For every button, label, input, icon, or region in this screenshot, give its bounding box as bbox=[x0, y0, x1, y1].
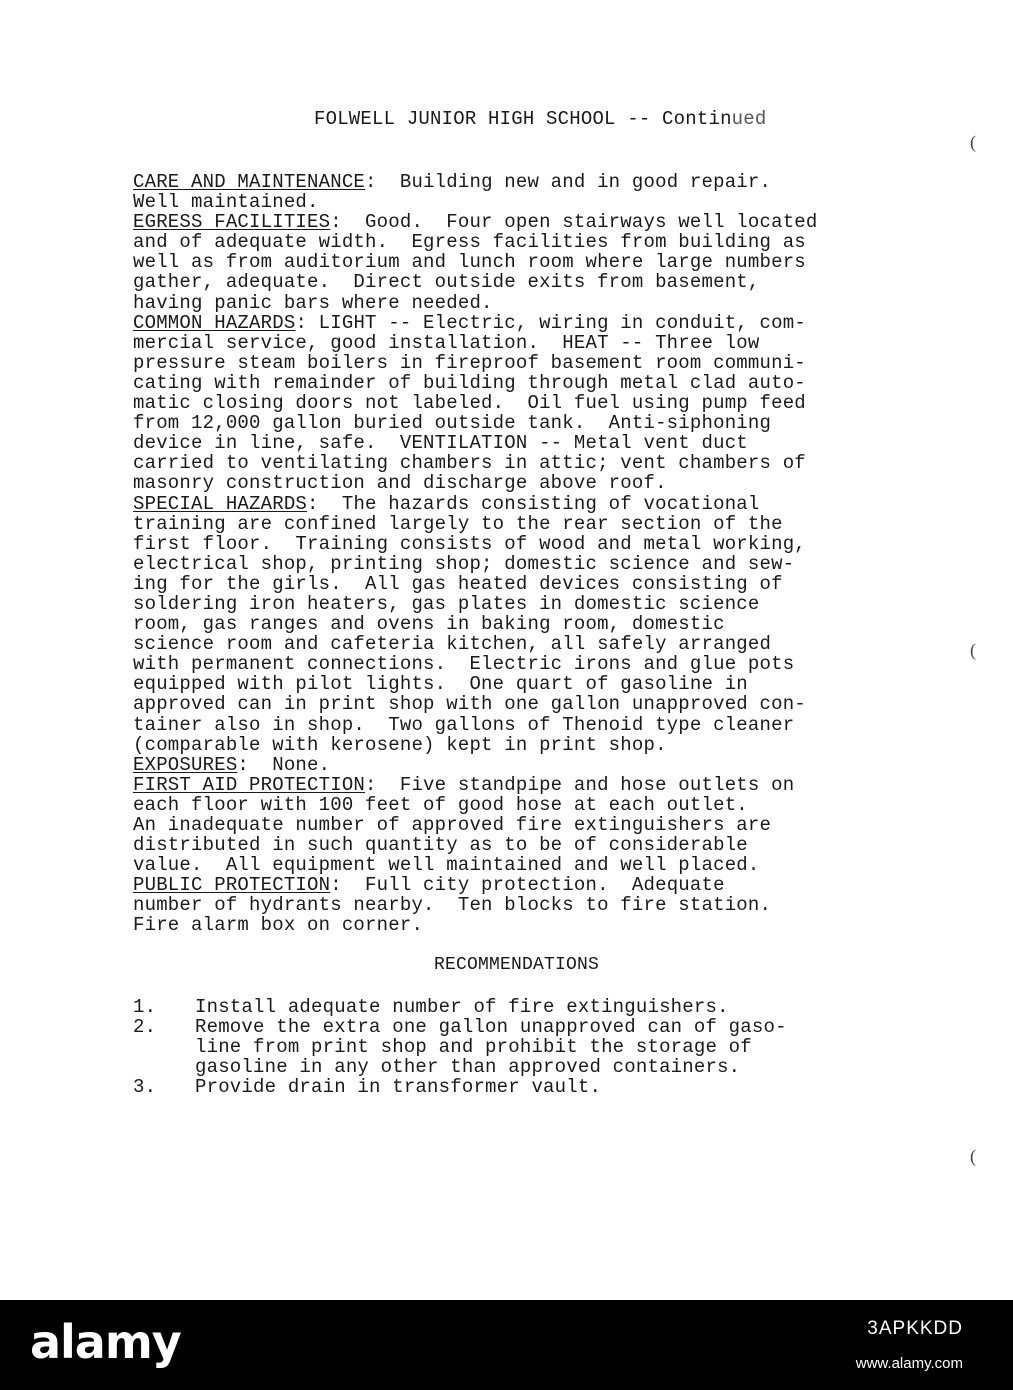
text-line: : Full city protection. Adequate bbox=[330, 874, 725, 897]
text-line: training are confined largely to the rear section of the bbox=[133, 512, 783, 535]
text-line: gather, adequate. Direct outside exits from basement, bbox=[133, 271, 760, 294]
text-line: : LIGHT -- Electric, wiring in conduit, com- bbox=[295, 311, 806, 334]
header-title: FOLWELL JUNIOR HIGH SCHOOL -- Contin bbox=[314, 108, 732, 130]
text-line: Install adequate number of fire extinguishers. bbox=[195, 996, 729, 1018]
list-item bbox=[133, 1077, 853, 1097]
text-line: science room and cafeteria kitchen, all safely arranged bbox=[133, 633, 772, 656]
text-line: An inadequate number of approved fire extinguishers are bbox=[133, 814, 772, 836]
text-line: gasoline in any other than approved containers. bbox=[195, 1056, 741, 1079]
recommendations-title: RECOMMENDATIONS bbox=[434, 955, 600, 975]
text-line: : Five standpipe and hose outlets on bbox=[365, 773, 795, 796]
text-line: carried to ventilating chambers in attic; vent chambers of bbox=[133, 452, 806, 475]
text-line: : None. bbox=[237, 753, 331, 776]
recommendations-list bbox=[133, 997, 853, 1097]
text-line: masonry construction and discharge above roof. bbox=[133, 472, 667, 495]
margin-mark: ( bbox=[970, 640, 976, 660]
text-line: well as from auditorium and lunch room where large numbers bbox=[133, 251, 806, 274]
text-line: value. All equipment well maintained and well placed. bbox=[133, 854, 760, 877]
section-label-first-aid: FIRST AID PROTECTION bbox=[133, 773, 366, 796]
text-line: Fire alarm box on corner. bbox=[133, 914, 424, 937]
section-label-common-hazards: COMMON HAZARDS bbox=[133, 311, 296, 334]
image-id: 3APKKDD bbox=[867, 1318, 963, 1339]
text-line: cating with remainder of building through metal clad auto- bbox=[133, 371, 806, 394]
text-line: : Building new and in good repair. bbox=[365, 171, 772, 193]
text-line: having panic bars where needed. bbox=[133, 291, 493, 314]
text-line: each floor with 100 feet of good hose at each outlet. bbox=[133, 793, 748, 816]
text-line: distributed in such quantity as to be of considerable bbox=[133, 834, 748, 857]
text-line: : The hazards consisting of vocational bbox=[307, 492, 760, 515]
text-line: tainer also in shop. Two gallons of Thenoid type cleaner bbox=[133, 713, 795, 736]
section-label-special-hazards: SPECIAL HAZARDS bbox=[133, 492, 308, 515]
text-line: first floor. Training consists of wood and metal working, bbox=[133, 532, 806, 555]
section-label-egress: EGRESS FACILITIES bbox=[133, 211, 331, 234]
text-line: Remove the extra one gallon unapproved can of gaso- bbox=[195, 1016, 787, 1039]
report-body bbox=[133, 172, 853, 936]
list-number: 3. bbox=[133, 1076, 157, 1099]
margin-mark: ( bbox=[970, 132, 976, 152]
text-line: pressure steam boilers in fireproof basement room communi- bbox=[133, 351, 806, 374]
text-line: line from print shop and prohibit the storage of bbox=[195, 1036, 752, 1059]
page-header bbox=[314, 108, 766, 130]
text-line: soldering iron heaters, gas plates in domestic science bbox=[133, 592, 760, 615]
text-line: Provide drain in transformer vault. bbox=[195, 1076, 602, 1099]
margin-mark: ( bbox=[970, 1146, 976, 1166]
text-line: electrical shop, printing shop; domestic science and sew- bbox=[133, 552, 795, 575]
section-label-care: CARE AND MAINTENANCE bbox=[133, 171, 366, 193]
text-line: (comparable with kerosene) kept in print shop. bbox=[133, 733, 667, 756]
site-url: www.alamy.com bbox=[855, 1355, 963, 1372]
list-item bbox=[133, 1017, 853, 1077]
text-line: room, gas ranges and ovens in baking room, domestic bbox=[133, 613, 725, 636]
text-line: matic closing doors not labeled. Oil fuel using pump feed bbox=[133, 392, 806, 415]
text-line: mercial service, good installation. HEAT -- Three low bbox=[133, 331, 760, 354]
text-line: approved can in print shop with one gallon unapproved con- bbox=[133, 693, 806, 716]
list-item bbox=[133, 997, 853, 1017]
text-line: equipped with pilot lights. One quart of gasoline in bbox=[133, 673, 748, 696]
text-line: from 12,000 gallon buried outside tank. Anti-siphoning bbox=[133, 412, 772, 435]
section-label-public-protection: PUBLIC PROTECTION bbox=[133, 874, 331, 897]
text-line: ing for the girls. All gas heated devices consisting of bbox=[133, 572, 783, 595]
text-line: number of hydrants nearby. Ten blocks to fire station. bbox=[133, 894, 772, 917]
text-line: and of adequate width. Egress facilities from building as bbox=[133, 231, 806, 254]
header-title-tail: ued bbox=[731, 108, 767, 130]
section-label-exposures: EXPOSURES bbox=[133, 753, 238, 776]
text-line: Well maintained. bbox=[133, 191, 319, 214]
text-line: with permanent connections. Electric irons and glue pots bbox=[133, 653, 795, 676]
text-line: device in line, safe. VENTILATION -- Metal vent duct bbox=[133, 432, 748, 455]
text-line: : Good. Four open stairways well located bbox=[330, 211, 818, 234]
alamy-logo: alamy bbox=[30, 1315, 181, 1369]
list-number: 1. bbox=[133, 996, 157, 1018]
list-number: 2. bbox=[133, 1016, 157, 1039]
